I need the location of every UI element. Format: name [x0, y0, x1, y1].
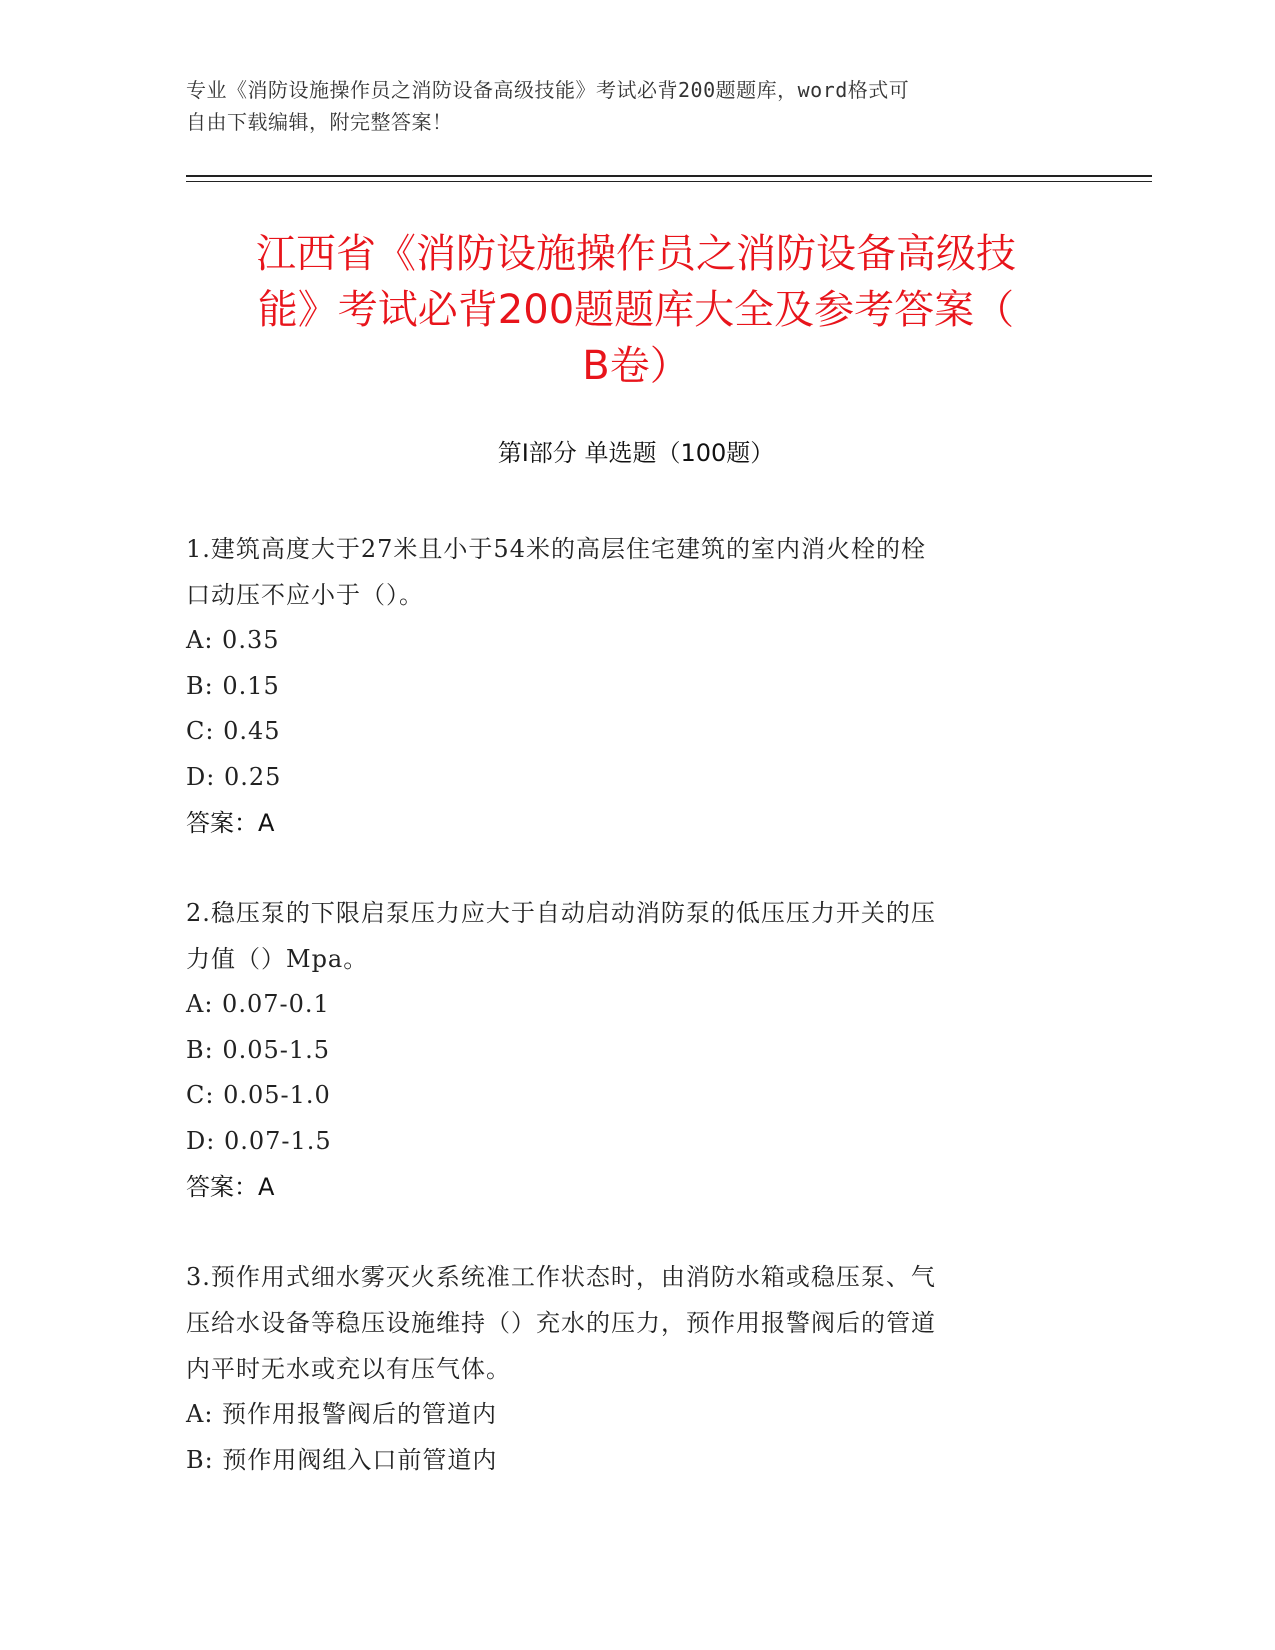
section-title: 第Ⅰ部分 单选题（100题）: [497, 439, 775, 467]
option-a: A: 0.35: [186, 626, 280, 654]
title-line-2: 能》考试必背200题题库大全及参考答案（: [257, 287, 1015, 333]
question-stem-line: 压给水设备等稳压设施维持（）充水的压力，预作用报警阀后的管道: [186, 1309, 936, 1337]
header-divider-thick: [186, 175, 1152, 177]
option-b: B: 0.15: [186, 671, 280, 700]
header-note-line-2: 自由下载编辑，附完整答案！: [186, 110, 453, 134]
option-b: B: 0.05-1.5: [186, 1035, 331, 1064]
document-title: [186, 226, 1086, 394]
option-d: D: 0.25: [186, 762, 282, 791]
question-stem-line: 力值（）Mpa。: [186, 945, 369, 973]
question-stem-line: 3.预作用式细水雾灭火系统准工作状态时，由消防水箱或稳压泵、气: [186, 1263, 936, 1291]
answer: 答案：A: [186, 1173, 275, 1201]
option-c: C: 0.05-1.0: [186, 1081, 331, 1109]
question-1: [186, 526, 1066, 846]
header-note: [186, 74, 1066, 138]
question-2: [186, 890, 1066, 1210]
option-a: A: 0.07-0.1: [186, 990, 330, 1018]
title-line-1: 江西省《消防设施操作员之消防设备高级技: [256, 231, 1016, 277]
option-a: A: 预作用报警阀后的管道内: [186, 1400, 498, 1428]
option-b: B: 预作用阀组入口前管道内: [186, 1445, 498, 1474]
question-stem-line: 内平时无水或充以有压气体。: [186, 1355, 511, 1383]
question-3: [186, 1254, 1066, 1483]
question-stem-line: 口动压不应小于（）。: [186, 581, 424, 609]
option-d: D: 0.07-1.5: [186, 1126, 332, 1155]
question-stem-line: 2.稳压泵的下限启泵压力应大于自动启动消防泵的低压压力开关的压: [186, 899, 936, 927]
answer: 答案：A: [186, 809, 275, 837]
option-c: C: 0.45: [186, 717, 281, 745]
header-note-line-1: 专业《消防设施操作员之消防设备高级技能》考试必背200题题库，word格式可: [186, 78, 910, 102]
title-line-3: B卷）: [582, 343, 690, 389]
question-stem-line: 1.建筑高度大于27米且小于54米的高层住宅建筑的室内消火栓的栓: [186, 535, 926, 563]
header-divider-thin: [186, 181, 1152, 182]
